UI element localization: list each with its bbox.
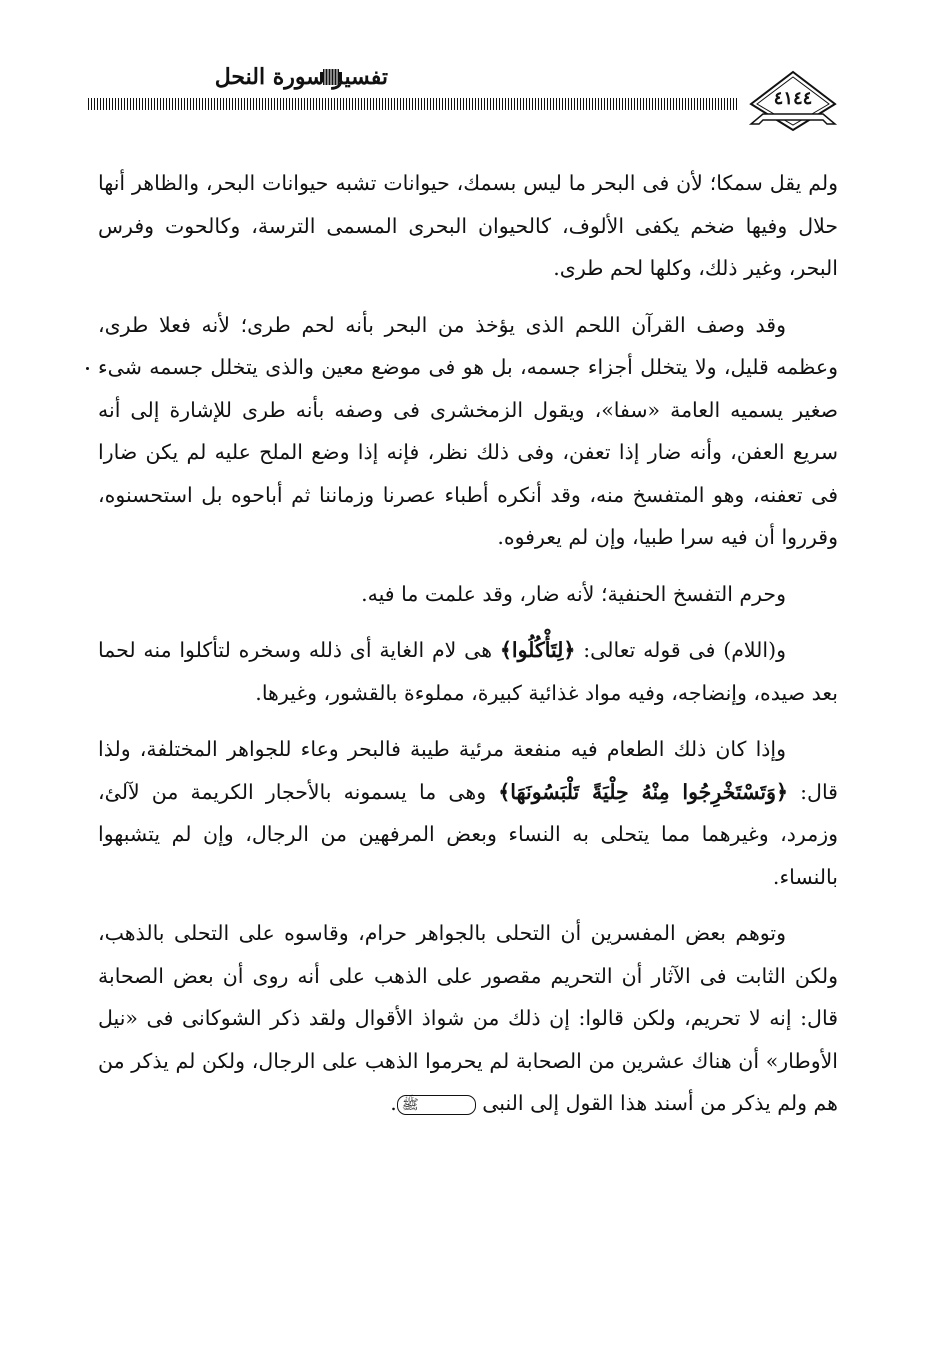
paragraph-text: هى لام الغاية أى ذلله وسخره لتأكلوا منه لحما بعد صيده، وإنضاجه، وفيه مواد غذائية كبيرة، مملوءة بالقشور، وغيرها. [98,638,838,705]
paragraph: وقد وصف القرآن اللحم الذى يؤخذ من البحر بأنه لحم طرى؛ لأنه فعلا طرى، وعظمه قليل، ولا يتخلل أجزاء جسمه، بل هو فى موضع معين والذى يتخلل جسمه شىء صغير يسميه العامة «سفا»، ويقول الزمخشرى فى وصفه بأنه طرى للإشارة إلى أنه سريع العفن، وأنه ضار إذا تعفن، وفى ذلك نظر، فإنه إذا وضع الملح عليه لم يكن ضارا فى تعفنه، وهو المتفسخ منه، وقد أنكره أطباء عصرنا وزماننا ثم أباحوه بل استحسنوه، وقرروا أن فيه سرا طبيا، وإن لم يعرفوه. [98,312,838,549]
page-header [78,48,858,138]
page-number-badge [743,68,853,138]
header-rule [88,98,738,110]
margin-mark [86,367,89,370]
paragraph-end: . [390,1091,397,1115]
paragraph-text: و(اللام) فى قوله تعالى: [575,638,787,662]
body-text [98,162,838,1139]
salawat-symbol: ﷺ [397,1095,476,1115]
paragraph [98,728,838,898]
paragraph: ولم يقل سمكا؛ لأن فى البحر ما ليس بسمك، حيوانات تشبه حيوانات البحر، والظاهر أنها حلال وفيها ضخم يكفى الألوف، كالحيوان البحرى المسمى الترسة، وكالحوت وفرس البحر، وغير ذلك، وكلها لحم طرى. [98,171,838,280]
paragraph-text: وإذا كان ذلك الطعام فيه منفعة مرئية طيبة فالبحر وعاء للجواهر المختلفة، ولذا قال: [98,737,838,804]
quran-verse: ﴿وَتَسْتَخْرِجُوا مِنْهُ حِلْيَةً تَلْبَسُونَهَا﴾ [498,779,788,804]
paragraph: وحرم التفسخ الحنفية؛ لأنه ضار، وقد علمت ما فيه. [361,581,786,606]
paragraph-text: وتوهم بعض المفسرين أن التحلى بالجواهر حرام، وقاسوه على التحلى بالذهب، ولكن الثابت فى الآثار أن التحريم مقصور على الذهب على أنه روى أن بعض الصحابة قال: إنه لا تحريم، ولكن قالوا: إن ذلك من شواذ الأقوال ولقد ذكر الشوكانى فى «نيل الأوطار» أن هناك عشرين من الصحابة لم يحرموا الذهب على الرجال، ولكن لم يذكر من هم ولم يذكر من أسند هذا القول إلى النبى [98,921,838,1115]
page-number: ٤١٤٤ [773,88,813,109]
quran-verse: ﴿لِتَأْكُلُوا﴾ [499,638,576,662]
paragraph [98,912,838,1125]
paragraph-text: وهى ما يسمونه بالأحجار الكريمة من لآلئ، وزمرد، وغيرهما مما يتحلى به النساء وبعض المرفهين من الرجال، وإن لم يتشبهوا بالنساء. [98,779,838,889]
paragraph [98,629,838,714]
running-title: تفسير سورة النحل [214,64,388,90]
